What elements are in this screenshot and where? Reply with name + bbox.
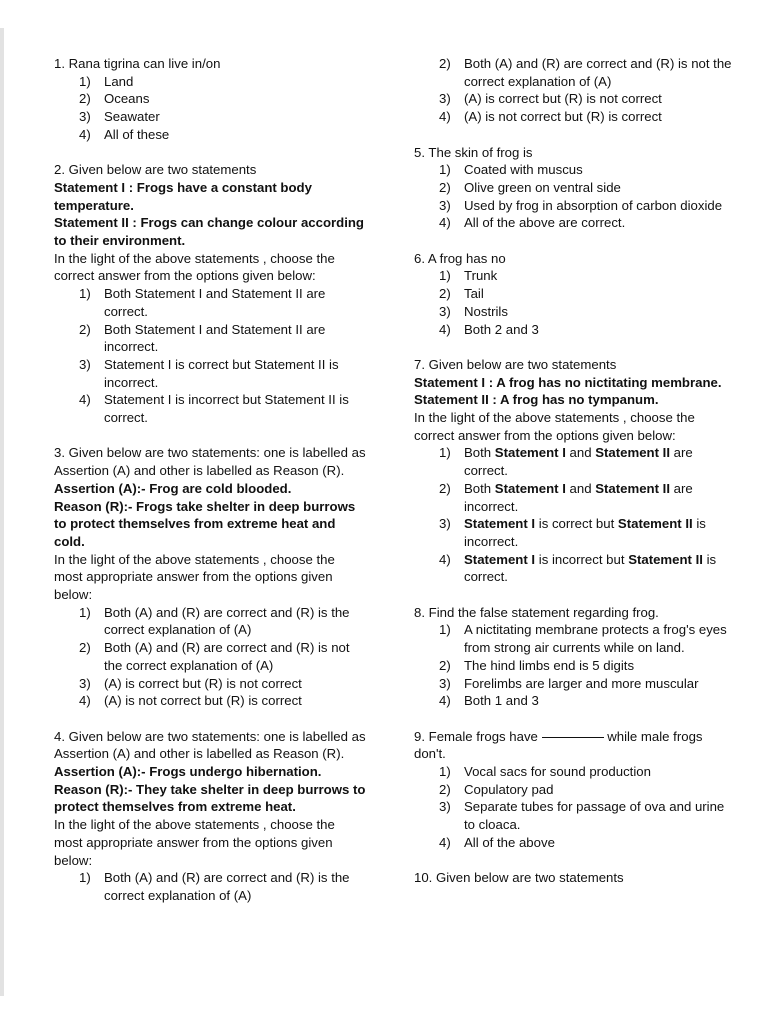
question-2 [54,161,366,427]
option-item [414,675,732,693]
left-column [54,55,369,922]
option-number: 1) [79,604,91,620]
option-text-part: is incorrect but [535,551,629,567]
option-number: 2) [439,480,451,496]
option-number: 2) [439,781,451,797]
statement-one-ref: Statement I [464,551,536,567]
option-list [54,73,366,144]
question-stem: 10. Given below are two statements [414,870,624,886]
option-text-part: are incorrect. [464,480,693,514]
option-item [54,604,366,639]
option-number: 1) [439,764,451,780]
option-number: 4) [439,551,451,567]
option-item [54,126,366,144]
option-list [414,444,732,586]
option-item [414,108,732,126]
question-stem: 4. Given below are two statements: one is labelled as Assertion (A) and other is labelled as Reason (R). [54,728,369,762]
option-text: Both 1 and 3 [464,693,539,709]
option-item [54,639,366,674]
option-text: (A) is correct but (R) is not correct [104,675,302,691]
option-number: 4) [79,126,91,142]
question-1 [54,55,366,144]
statement-one: Statement I : A frog has no nictitating membrane. [414,374,722,390]
instruction-text: In the light of the above statements , choose the correct answer from the options given below: [54,250,335,284]
statement-one-ref: Statement I [494,480,566,496]
option-text: All of the above [464,834,555,850]
option-text: Both (A) and (R) are correct and (R) is the correct explanation of (A) [104,604,350,638]
option-list [414,161,732,232]
option-text: (A) is correct but (R) is not correct [464,91,662,107]
option-number: 1) [439,162,451,178]
option-number: 3) [439,197,451,213]
option-number: 1) [79,870,91,886]
option-text: The hind limbs end is 5 digits [464,657,635,673]
question-10 [414,869,732,887]
statement-one-ref: Statement I [494,445,566,461]
option-number: 3) [79,109,91,125]
option-item [414,197,732,215]
question-stem: 8. Find the false statement regarding frog. [414,604,659,620]
option-text: (A) is not correct but (R) is correct [464,109,662,125]
fill-blank-line [542,737,604,738]
option-text: Tail [464,286,484,302]
option-text: Both (A) and (R) are correct and (R) is not the correct explanation of (A) [464,56,732,89]
option-item [54,285,366,320]
statement-two-ref: Statement II [595,480,670,496]
option-item [414,551,732,586]
option-item [54,356,366,391]
option-number: 4) [439,834,451,850]
option-item [54,675,366,693]
option-item [414,798,732,833]
option-text: Land [104,73,134,89]
option-number: 2) [79,321,91,337]
statement-two-ref: Statement II [595,445,670,461]
statement-two: Statement II : A frog has no tympanum. [414,392,659,408]
option-text [464,480,732,515]
option-item [414,303,732,321]
question-stem: 7. Given below are two statements [414,356,617,372]
question-5 [414,144,732,233]
question-stem-part: while male frogs don't. [414,728,707,762]
option-number: 2) [439,657,451,673]
option-list [414,267,732,338]
option-text: Both (A) and (R) are correct and (R) is the correct explanation of (A) [104,870,350,903]
option-text: Statement I is correct but Statement II is incorrect. [104,356,339,390]
right-column [414,55,732,905]
question-stem: 6. A frog has no [414,250,506,266]
option-text: Statement I is incorrect but Statement II is correct. [104,392,349,426]
option-list [54,285,366,427]
option-item [414,444,732,479]
option-text-part: Both [464,445,495,461]
question-stem: 5. The skin of frog is [414,144,533,160]
statement-two-ref: Statement II [628,551,703,567]
option-text: Seawater [104,109,160,125]
question-stem: 3. Given below are two statements: one is labelled as Assertion (A) and other is labelled as Reason (R). [54,445,369,479]
question-8 [414,604,732,710]
question-6 [414,250,732,339]
reason-text: Reason (R):- They take shelter in deep burrows to protect themselves from extreme heat. [54,781,366,815]
option-text-part: are correct. [464,445,693,479]
option-text: Both Statement I and Statement II are correct. [104,286,326,319]
option-text-part: Both [464,480,495,496]
option-item [414,657,732,675]
option-text: Forelimbs are larger and more muscular [464,675,699,691]
option-item [414,781,732,799]
option-text: Oceans [104,91,150,107]
option-text: A nictitating membrane protects a frog's eyes from strong air currents while on land. [464,622,727,656]
option-text: Separate tubes for passage of ova and urine to cloaca. [464,799,725,833]
option-item [54,108,366,126]
option-number: 3) [79,675,91,691]
option-item [54,391,366,426]
option-text: Nostrils [464,303,508,319]
option-item [54,869,366,904]
option-item [414,515,732,550]
option-number: 1) [439,445,451,461]
statement-one-ref: Statement I [464,516,536,532]
option-item [414,321,732,339]
question-4 [54,728,369,905]
option-number: 4) [79,693,91,709]
option-text: Olive green on ventral side [464,179,621,195]
question-stem: 2. Given below are two statements [54,162,257,178]
reason-text: Reason (R):- Frogs take shelter in deep burrows to protect themselves from extreme heat and cold. [54,498,356,549]
option-item [54,73,366,91]
option-item [414,214,732,232]
option-text: Both Statement I and Statement II are incorrect. [104,321,326,355]
option-text [464,551,732,586]
option-text: Copulatory pad [464,781,554,797]
option-item [54,90,366,108]
option-text: Trunk [464,268,498,284]
option-number: 3) [439,516,451,532]
option-number: 2) [79,640,91,656]
question-4-continued [414,55,732,126]
option-number: 4) [439,321,451,337]
option-number: 1) [439,268,451,284]
question-stem: 1. Rana tigrina can live in/on [54,56,221,71]
option-number: 1) [79,286,91,302]
option-item [414,763,732,781]
page-edge-shadow [0,28,4,996]
question-3 [54,444,369,710]
instruction-text: In the light of the above statements , choose the correct answer from the options given below: [414,410,695,443]
option-text: All of these [104,126,170,142]
option-item [414,621,732,656]
option-item [414,179,732,197]
option-number: 2) [439,286,451,302]
option-item [414,834,732,852]
option-item [414,55,732,90]
option-item [414,267,732,285]
option-item [414,90,732,108]
option-text-part: and [565,480,596,496]
instruction-text: In the light of the above statements , choose the most appropriate answer from the options given below: [54,551,335,603]
question-stem [414,728,732,763]
question-9 [414,728,732,852]
option-number: 1) [79,73,91,89]
option-number: 3) [79,356,91,372]
option-text-part: and [565,445,596,461]
option-list [414,55,732,126]
option-number: 3) [439,799,451,815]
option-number: 3) [439,303,451,319]
option-number: 4) [439,109,451,125]
option-text: All of the above are correct. [464,215,626,231]
option-text-part: is incorrect. [464,516,706,549]
option-list [54,604,366,710]
statement-two: Statement II : Frogs can change colour according to their environment. [54,215,364,249]
option-list [414,621,732,710]
option-text: Vocal sacs for sound production [464,764,651,780]
option-number: 1) [439,622,451,638]
option-item [54,692,366,710]
option-item [414,161,732,179]
option-list [414,763,732,852]
option-text: Both (A) and (R) are correct and (R) is not the correct explanation of (A) [104,640,350,673]
option-item [414,285,732,303]
option-list [54,869,366,904]
option-number: 4) [79,392,91,408]
statement-one: Statement I : Frogs have a constant body temperature. [54,179,312,213]
assertion-text: Assertion (A):- Frog are cold blooded. [54,480,292,496]
question-stem-part: 9. Female frogs have [414,728,542,744]
instruction-text: In the light of the above statements , choose the most appropriate answer from the options given below: [54,817,335,868]
option-text-part: is correct. [464,551,717,585]
question-7 [414,356,732,586]
option-text [464,515,732,550]
option-number: 2) [79,91,91,107]
option-text: Coated with muscus [464,162,583,178]
option-text-part: is correct but [535,516,618,532]
option-text: Both 2 and 3 [464,321,539,337]
option-number: 4) [439,693,451,709]
option-number: 4) [439,215,451,231]
option-text [464,444,732,479]
option-number: 2) [439,56,451,71]
option-item [414,692,732,710]
assertion-text: Assertion (A):- Frogs undergo hibernation. [54,764,322,780]
option-text: Used by frog in absorption of carbon dioxide [464,197,723,213]
option-number: 3) [439,675,451,691]
option-text: (A) is not correct but (R) is correct [104,693,302,709]
option-number: 3) [439,91,451,107]
statement-two-ref: Statement II [617,516,693,532]
option-number: 2) [439,179,451,195]
option-item [414,480,732,515]
option-item [54,321,366,356]
